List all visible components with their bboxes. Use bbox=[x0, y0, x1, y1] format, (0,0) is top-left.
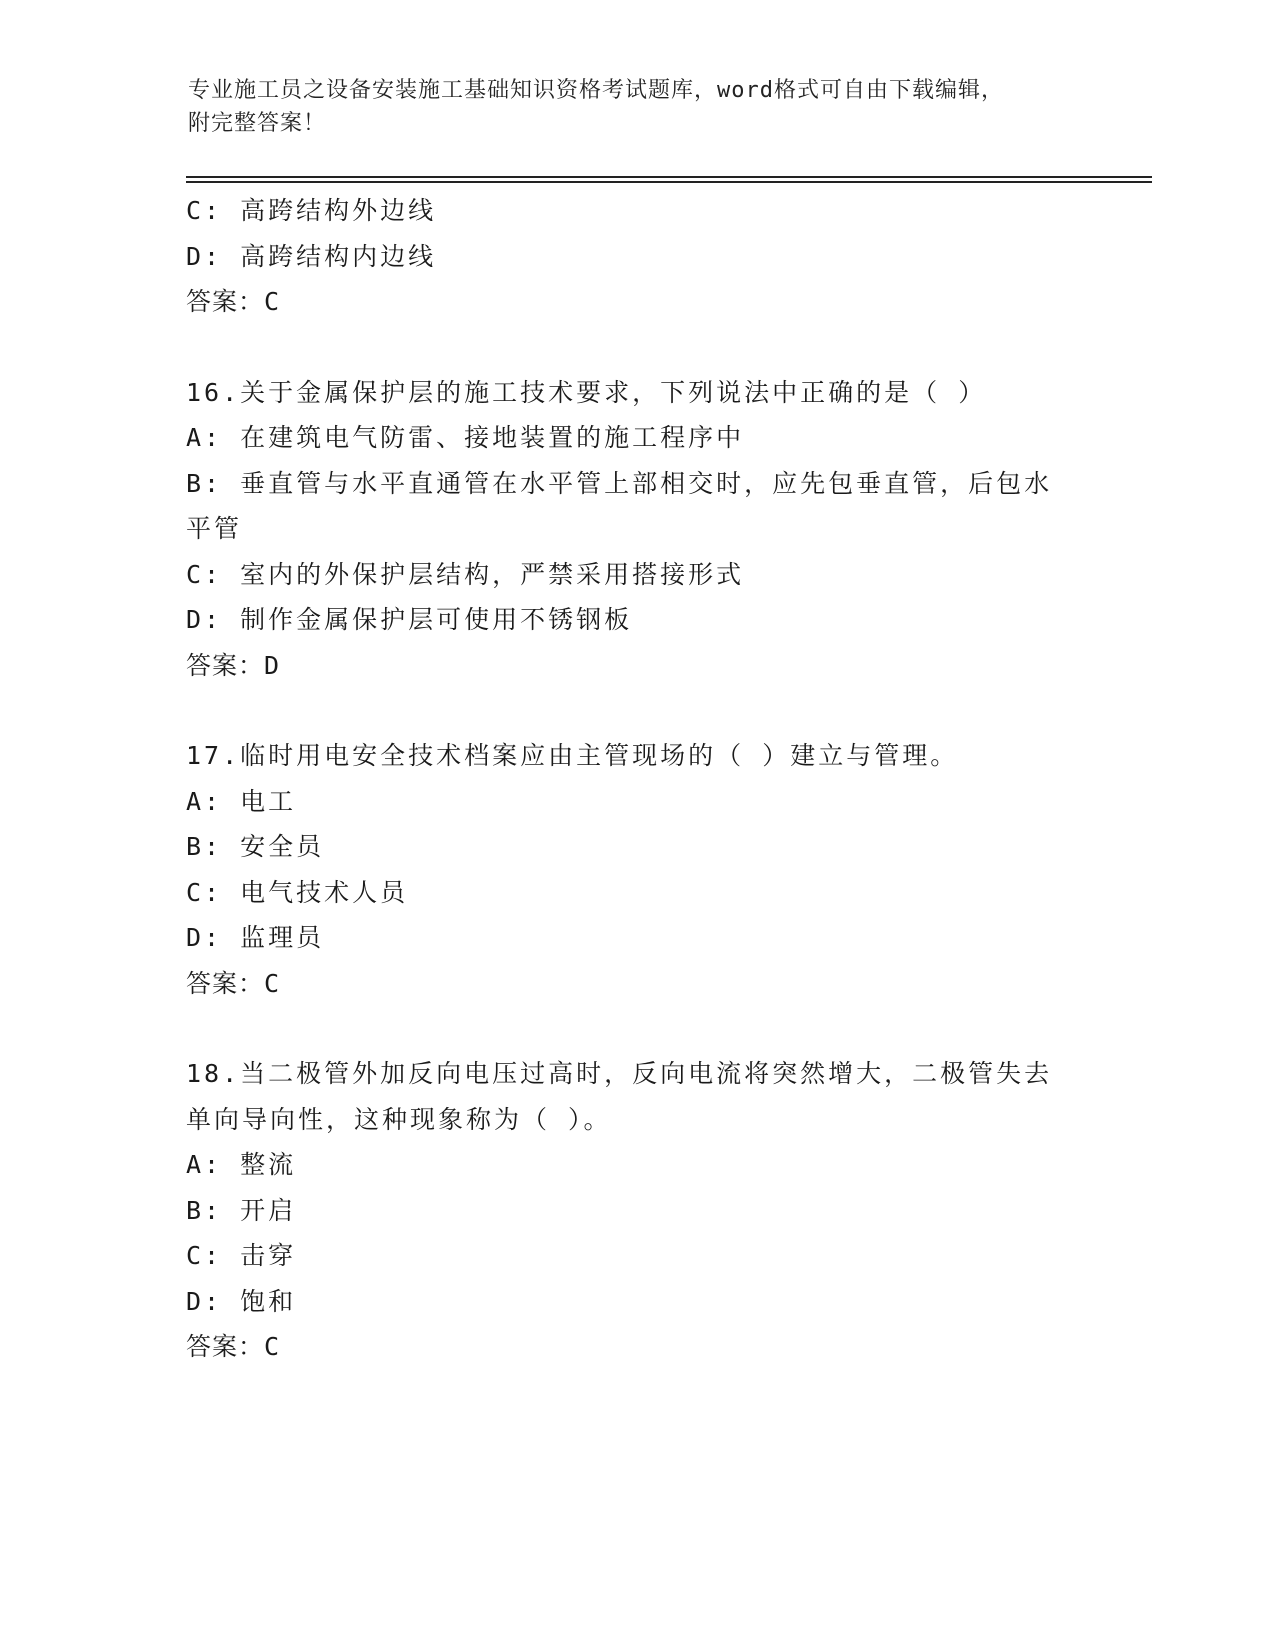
option-c: C: 击穿 bbox=[186, 1241, 297, 1270]
option-b: B: 安全员 bbox=[186, 832, 325, 861]
answer-label: 答案： bbox=[186, 1332, 265, 1361]
answer-label: 答案： bbox=[186, 968, 265, 998]
answer-line bbox=[186, 961, 1086, 1007]
answer-value: C bbox=[264, 287, 281, 316]
question-stem-continued: 单向导向性，这种现象称为（ ）。 bbox=[186, 1104, 612, 1134]
answer-value: D bbox=[264, 650, 281, 680]
question-stem: 17.临时用电安全技术档案应由主管现场的（ ）建立与管理。 bbox=[186, 741, 959, 770]
question-stem: 16.关于金属保护层的施工技术要求，下列说法中正确的是（ ） bbox=[186, 377, 987, 407]
option-c: C: 高跨结构外边线 bbox=[186, 196, 437, 225]
answer-value: C bbox=[264, 1332, 281, 1361]
option-b: B: 开启 bbox=[186, 1195, 297, 1225]
question-block-16 bbox=[186, 370, 1086, 689]
question-block-18 bbox=[186, 1051, 1086, 1370]
option-a: A: 在建筑电气防雷、接地装置的施工程序中 bbox=[186, 423, 745, 452]
option-d: D: 制作金属保护层可使用不锈钢板 bbox=[186, 605, 633, 634]
option-c: C: 室内的外保护层结构，严禁采用搭接形式 bbox=[186, 559, 745, 589]
option-d: D: 监理员 bbox=[186, 923, 325, 952]
question-content bbox=[186, 188, 1086, 1370]
answer-label: 答案： bbox=[186, 650, 265, 680]
option-a: A: 电工 bbox=[186, 786, 297, 816]
option-b-continued: 平管 bbox=[186, 514, 243, 543]
answer-line bbox=[186, 643, 1086, 689]
option-d: D: 高跨结构内边线 bbox=[186, 241, 437, 271]
header-divider-top bbox=[186, 176, 1152, 178]
document-header bbox=[188, 74, 1068, 140]
header-divider-bottom bbox=[186, 181, 1152, 183]
answer-line bbox=[186, 1324, 1086, 1370]
header-title-line-2: 附完整答案！ bbox=[188, 111, 327, 136]
question-spacer bbox=[186, 688, 1086, 733]
answer-line bbox=[186, 279, 1086, 325]
question-block-17 bbox=[186, 733, 1086, 1006]
question-spacer bbox=[186, 1006, 1086, 1051]
option-a: A: 整流 bbox=[186, 1150, 297, 1179]
option-c: C: 电气技术人员 bbox=[186, 877, 409, 907]
question-block-15 bbox=[186, 188, 1086, 325]
option-d: D: 饱和 bbox=[186, 1286, 297, 1316]
header-title-line-1: 专业施工员之设备安装施工基础知识资格考试题库，word格式可自由下载编辑， bbox=[188, 78, 1004, 103]
question-stem: 18.当二极管外加反向电压过高时，反向电流将突然增大，二极管失去 bbox=[186, 1059, 1053, 1088]
question-spacer bbox=[186, 325, 1086, 370]
answer-label: 答案： bbox=[186, 287, 265, 316]
answer-value: C bbox=[264, 968, 281, 998]
option-b: B: 垂直管与水平直通管在水平管上部相交时，应先包垂直管，后包水 bbox=[186, 468, 1053, 498]
